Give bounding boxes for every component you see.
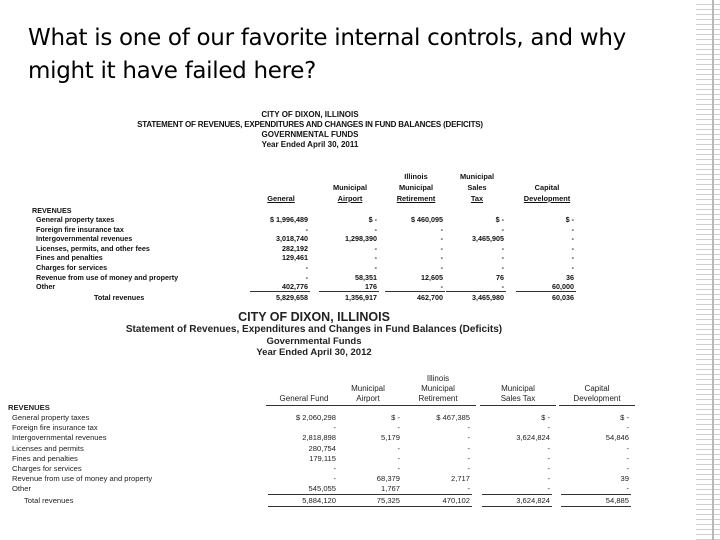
column-header-5: Development [523,194,571,203]
total-value: 470,102 [442,495,470,505]
cell-value: - [571,243,574,253]
cell-value: $ 2,060,298 [295,413,336,422]
cell-value: - [547,443,550,453]
row-label: Revenue from use of money and property [36,272,179,282]
total-double-rule [402,506,472,507]
total-rule [250,291,310,292]
total-label: Total revenues [94,292,145,302]
cell-value: $ - [495,215,504,224]
section-revenues: REVENUES [8,403,50,412]
statement-2012 [4,308,629,508]
cell-value: $ 1,996,489 [270,215,308,224]
total-value: 75,325 [376,495,400,505]
statement-2012-funds: Governmental Funds [266,336,362,347]
cell-value: - [501,243,504,253]
row-label: Intergovernmental revenues [36,234,133,244]
slide-title-line-1: What is one of our favorite internal controls, and why [28,25,626,51]
cell-value: - [547,484,550,494]
cell-value: - [305,224,308,234]
column-header-4: Tax [470,194,484,203]
total-rule [446,291,506,292]
cell-value: 3,018,740 [276,234,308,244]
cell-value: - [305,263,308,272]
cell-value: 36 [566,272,574,282]
cell-value: - [374,263,377,272]
cell-value: $ - [620,413,629,422]
cell-value: 3,465,905 [472,234,504,244]
cell-value: - [440,253,443,263]
cell-value: 54,846 [605,433,629,443]
statement-2012-period: Year Ended April 30, 2012 [256,347,372,358]
cell-value: 1,767 [380,484,400,494]
cell-value: - [397,453,400,463]
cell-value: - [397,464,400,473]
column-header-5: Development [573,394,621,403]
cell-value: - [333,474,336,484]
total-rule [332,494,402,495]
total-rule [561,494,631,495]
cell-value: - [333,423,336,433]
total-value: 3,624,824 [516,495,550,505]
row-label: Other [36,282,56,292]
cell-value: 129,461 [282,253,308,263]
cell-value: - [374,243,377,253]
cell-value: - [501,224,504,234]
cell-value: $ - [368,215,377,224]
row-label: Licenses and permits [12,443,84,453]
cell-value: - [467,433,470,443]
row-label: Foreign fire insurance tax [36,224,124,234]
slide-title [28,22,668,88]
row-label: Revenue from use of money and property [12,474,153,484]
statement-2011 [30,90,590,306]
cell-value: - [440,282,443,292]
row-label: Fines and penalties [36,253,103,263]
column-header-rule [480,405,556,406]
column-header-4: Municipal [459,172,495,181]
cell-value: 402,776 [282,282,308,292]
column-header-3: Retirement [418,394,458,403]
total-value: 462,700 [417,292,443,302]
cell-value: - [305,272,308,282]
cell-value: - [571,224,574,234]
column-header-3: Municipal [398,183,434,192]
cell-value: - [626,464,629,473]
cell-value: 39 [620,474,629,484]
cell-value: 12,605 [421,272,443,282]
column-header-3: Municipal [421,384,455,393]
cell-value: - [397,423,400,433]
statement-2011-period: Year Ended April 30, 2011 [261,140,359,149]
cell-value: 176 [365,282,377,292]
section-revenues: REVENUES [32,206,72,215]
statement-2011-funds: GOVERNMENTAL FUNDS [261,130,359,139]
total-rule [482,494,552,495]
cell-value: - [397,443,400,453]
column-header-3: Illinois [426,374,450,383]
cell-value: 282,192 [282,243,308,253]
cell-value: - [440,263,443,272]
cell-value: 280,754 [308,443,336,453]
cell-value: - [467,423,470,433]
cell-value: $ - [541,413,550,422]
cell-value: - [501,253,504,263]
total-value: 60,036 [552,292,574,302]
cell-value: - [626,453,629,463]
column-header-2: Airport [356,394,380,403]
cell-value: 76 [496,272,504,282]
column-header-1: General Fund [279,394,329,403]
total-value: 1,356,917 [345,292,377,302]
row-label: Intergovernmental revenues [12,433,107,443]
row-label: Charges for services [12,464,82,473]
cell-value: - [501,282,504,292]
total-label: Total revenues [24,495,74,505]
page-edge-decoration [696,0,720,540]
cell-value: - [547,474,550,484]
row-label: Other [12,484,31,494]
cell-value: - [333,464,336,473]
total-double-rule [332,506,402,507]
column-header-rule [559,405,635,406]
column-header-5: Capital [534,183,560,192]
statement-2012-title: Statement of Revenues, Expenditures and Changes in Fund Balances (Deficits) [125,324,503,335]
slide-title-line-2: might it have failed here? [28,58,317,84]
total-double-rule [561,506,631,507]
cell-value: $ - [391,413,400,422]
cell-value: 2,818,898 [302,433,336,443]
column-header-4: Sales Tax [500,394,536,403]
total-rule [319,291,379,292]
total-double-rule [482,506,552,507]
column-header-1: General [267,194,295,203]
total-rule [268,494,338,495]
row-label: General property taxes [12,413,90,422]
cell-value: - [626,443,629,453]
cell-value: - [467,464,470,473]
cell-value: - [571,234,574,244]
column-header-2: Airport [337,194,363,203]
row-label: Foreign fire insurance tax [12,423,98,433]
column-header-rule [400,405,476,406]
statement-2011-city: CITY OF DIXON, ILLINOIS [261,110,359,119]
cell-value: - [626,423,629,433]
cell-value: 545,055 [308,484,336,494]
cell-value: - [467,443,470,453]
cell-value: $ 467,385 [436,413,470,422]
cell-value: - [374,224,377,234]
statement-2012-city: CITY OF DIXON, ILLINOIS [238,310,390,324]
cell-value: 2,717 [450,474,470,484]
total-value: 5,884,120 [302,495,336,505]
cell-value: - [547,464,550,473]
cell-value: - [467,453,470,463]
total-value: 5,829,658 [276,292,308,302]
cell-value: - [547,453,550,463]
cell-value: - [571,253,574,263]
cell-value: - [440,243,443,253]
cell-value: 1,298,390 [345,234,377,244]
statement-2011-title: STATEMENT OF REVENUES, EXPENDITURES AND CHANGES IN FUND BALANCES (DEFICITS) [137,120,483,129]
row-label: Charges for services [36,263,108,272]
column-header-3: Illinois [404,172,428,181]
cell-value: $ - [565,215,574,224]
cell-value: - [501,263,504,272]
cell-value: - [467,484,470,494]
column-header-2: Municipal [332,183,368,192]
cell-value: - [440,234,443,244]
row-label: Licenses, permits, and other fees [36,243,150,253]
cell-value: - [547,423,550,433]
total-value: 54,885 [605,495,629,505]
column-header-4: Sales [467,183,487,192]
cell-value: - [571,263,574,272]
column-header-3: Retirement [396,194,436,203]
column-header-5: Capital [584,384,610,393]
cell-value: 3,624,824 [516,433,550,443]
total-value: 3,465,980 [472,292,504,302]
cell-value: 58,351 [355,272,377,282]
column-header-2: Municipal [351,384,385,393]
column-header-4: Municipal [501,384,535,393]
total-rule [385,291,445,292]
total-double-rule [268,506,338,507]
cell-value: - [374,253,377,263]
total-rule [516,291,576,292]
cell-value: - [440,224,443,234]
row-label: General property taxes [36,215,115,224]
cell-value: 68,379 [376,474,400,484]
row-label: Fines and penalties [12,453,78,463]
cell-value: - [626,484,629,494]
total-rule [402,494,472,495]
cell-value: 179,115 [309,453,336,463]
cell-value: 5,179 [380,433,400,443]
cell-value: $ 460,095 [411,215,443,224]
cell-value: 60,000 [552,282,574,292]
column-header-rule [330,405,406,406]
